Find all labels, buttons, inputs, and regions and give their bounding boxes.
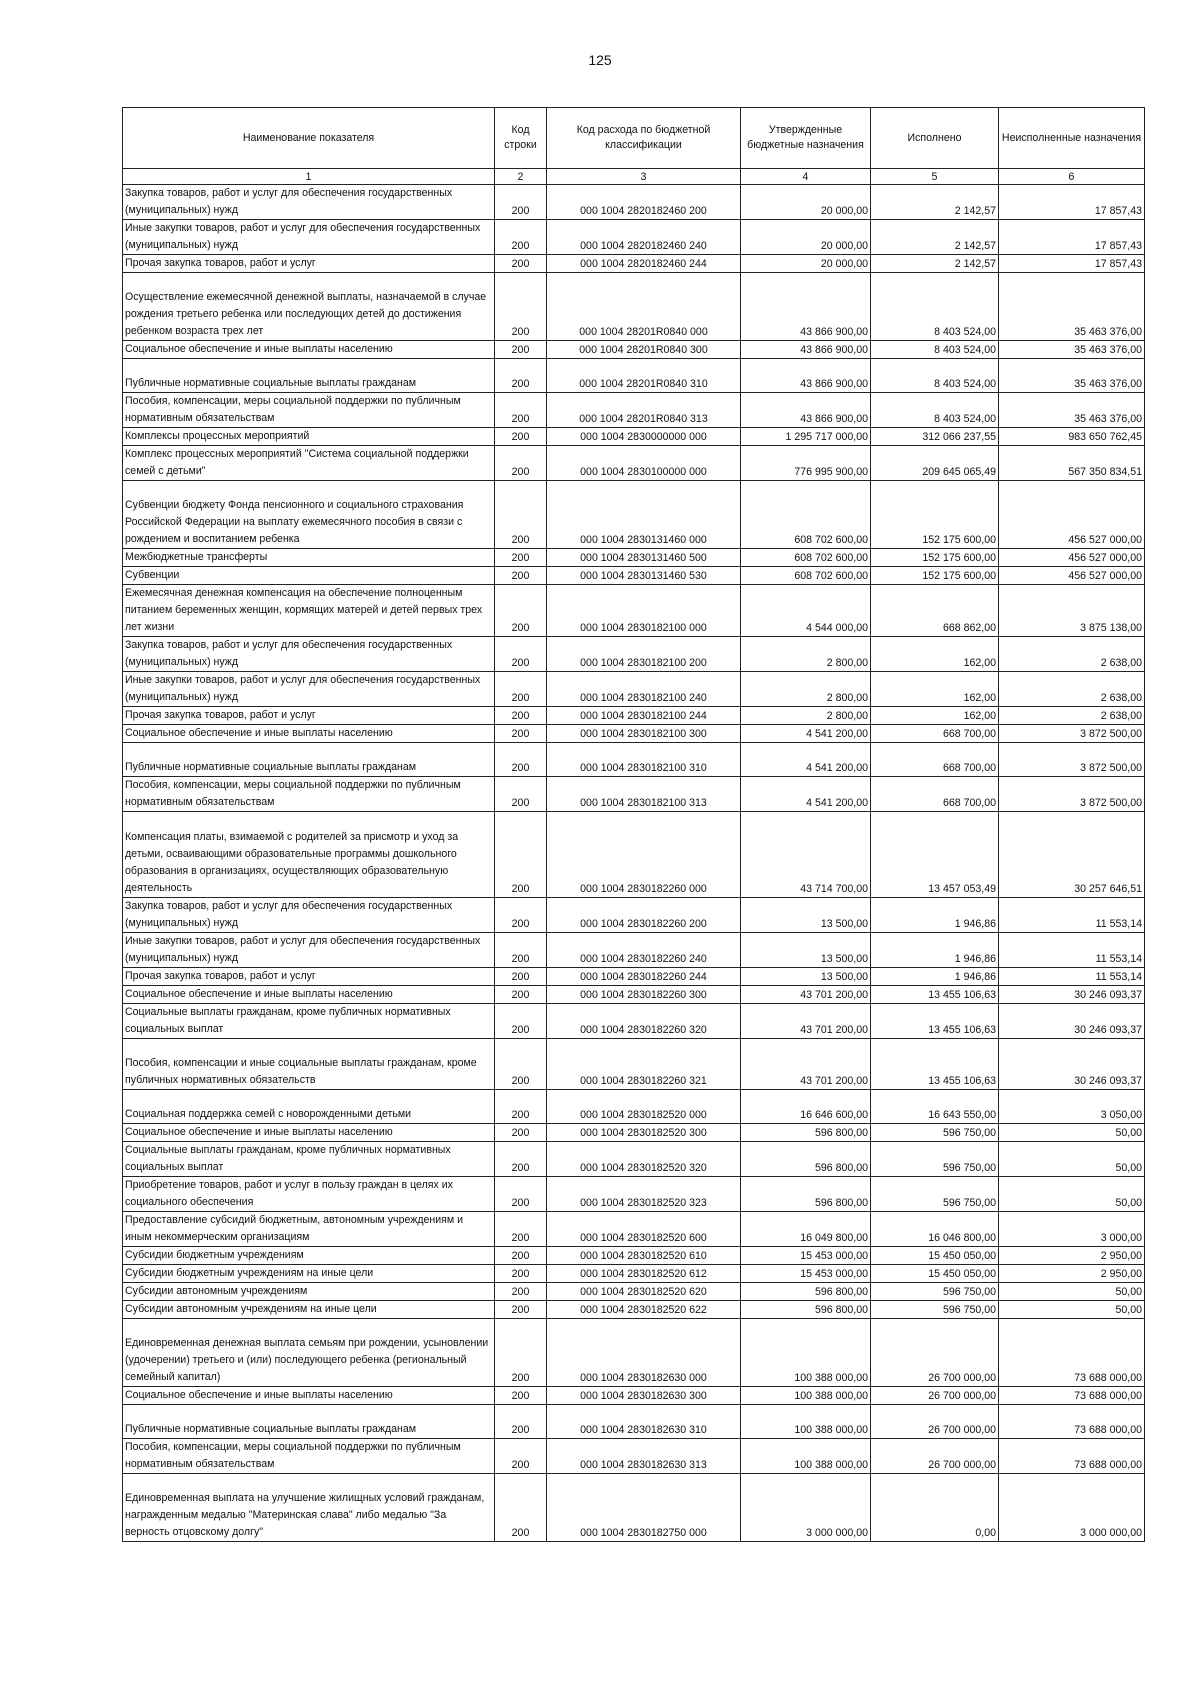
cell-approved: 2 800,00 [741, 707, 871, 725]
cell-line-code: 200 [495, 549, 547, 567]
cell-line-code: 200 [495, 1247, 547, 1265]
cell-approved: 596 800,00 [741, 1301, 871, 1319]
cell-executed: 13 457 053,49 [871, 812, 999, 898]
cell-budget-classification: 000 1004 2830182100 200 [547, 637, 741, 672]
cell-line-code: 200 [495, 933, 547, 968]
cell-line-code: 200 [495, 1039, 547, 1090]
cell-line-code: 200 [495, 1301, 547, 1319]
table-row [123, 1439, 1145, 1474]
table-row [123, 1142, 1145, 1177]
cell-approved: 3 000 000,00 [741, 1474, 871, 1542]
cell-budget-classification: 000 1004 2820182460 200 [547, 185, 741, 220]
table-row [123, 1387, 1145, 1405]
cell-unexecuted: 3 000,00 [999, 1212, 1145, 1247]
cell-budget-classification: 000 1004 2830182520 000 [547, 1090, 741, 1124]
cell-indicator-name: Социальное обеспечение и иные выплаты населению [123, 1387, 495, 1405]
table-row [123, 446, 1145, 481]
cell-executed: 668 700,00 [871, 725, 999, 743]
cell-budget-classification: 000 1004 2830182100 000 [547, 585, 741, 637]
header-budget-classification: Код расхода по бюджетной классификации [547, 108, 741, 169]
cell-indicator-name: Ежемесячная денежная компенсация на обеспечение полноценным питанием беременных женщин, кормящих матерей и детей первых трех лет жизни [123, 585, 495, 637]
cell-unexecuted: 35 463 376,00 [999, 341, 1145, 359]
cell-budget-classification: 000 1004 2830182520 300 [547, 1124, 741, 1142]
cell-executed: 1 946,86 [871, 933, 999, 968]
cell-indicator-name: Иные закупки товаров, работ и услуг для обеспечения государственных (муниципальных) нужд [123, 672, 495, 707]
table-row [123, 637, 1145, 672]
cell-indicator-name: Субсидии автономным учреждениям [123, 1283, 495, 1301]
table-row [123, 743, 1145, 777]
table-row [123, 220, 1145, 255]
table-row [123, 1319, 1145, 1387]
cell-line-code: 200 [495, 341, 547, 359]
cell-unexecuted: 50,00 [999, 1124, 1145, 1142]
cell-executed: 162,00 [871, 672, 999, 707]
cell-indicator-name: Прочая закупка товаров, работ и услуг [123, 968, 495, 986]
cell-executed: 8 403 524,00 [871, 273, 999, 341]
cell-approved: 100 388 000,00 [741, 1319, 871, 1387]
cell-budget-classification: 000 1004 28201R0840 000 [547, 273, 741, 341]
cell-line-code: 200 [495, 707, 547, 725]
table-row [123, 968, 1145, 986]
cell-approved: 4 541 200,00 [741, 743, 871, 777]
table-row [123, 1247, 1145, 1265]
cell-approved: 43 866 900,00 [741, 393, 871, 428]
cell-executed: 26 700 000,00 [871, 1405, 999, 1439]
cell-line-code: 200 [495, 1142, 547, 1177]
cell-budget-classification: 000 1004 2830131460 000 [547, 481, 741, 549]
cell-line-code: 200 [495, 428, 547, 446]
cell-indicator-name: Субсидии бюджетным учреждениям на иные цели [123, 1265, 495, 1283]
cell-line-code: 200 [495, 986, 547, 1004]
cell-budget-classification: 000 1004 2830182520 620 [547, 1283, 741, 1301]
cell-executed: 13 455 106,63 [871, 1039, 999, 1090]
table-row [123, 1004, 1145, 1039]
cell-approved: 608 702 600,00 [741, 567, 871, 585]
table-header-row [123, 108, 1145, 169]
cell-budget-classification: 000 1004 2830182260 300 [547, 986, 741, 1004]
cell-line-code: 200 [495, 1439, 547, 1474]
cell-indicator-name: Социальное обеспечение и иные выплаты населению [123, 341, 495, 359]
cell-budget-classification: 000 1004 2830131460 500 [547, 549, 741, 567]
cell-unexecuted: 50,00 [999, 1283, 1145, 1301]
cell-executed: 8 403 524,00 [871, 359, 999, 393]
cell-executed: 8 403 524,00 [871, 393, 999, 428]
cell-indicator-name: Субсидии автономным учреждениям на иные цели [123, 1301, 495, 1319]
cell-unexecuted: 2 950,00 [999, 1247, 1145, 1265]
cell-budget-classification: 000 1004 2830182260 200 [547, 898, 741, 933]
cell-executed: 26 700 000,00 [871, 1387, 999, 1405]
cell-budget-classification: 000 1004 2830182630 000 [547, 1319, 741, 1387]
cell-budget-classification: 000 1004 2830182630 310 [547, 1405, 741, 1439]
cell-executed: 596 750,00 [871, 1177, 999, 1212]
cell-unexecuted: 17 857,43 [999, 255, 1145, 273]
cell-executed: 1 946,86 [871, 968, 999, 986]
cell-indicator-name: Закупка товаров, работ и услуг для обеспечения государственных (муниципальных) нужд [123, 637, 495, 672]
cell-line-code: 200 [495, 898, 547, 933]
cell-executed: 16 643 550,00 [871, 1090, 999, 1124]
cell-unexecuted: 35 463 376,00 [999, 359, 1145, 393]
cell-approved: 43 866 900,00 [741, 359, 871, 393]
cell-executed: 668 700,00 [871, 777, 999, 812]
table-row [123, 185, 1145, 220]
cell-unexecuted: 30 246 093,37 [999, 986, 1145, 1004]
cell-approved: 4 544 000,00 [741, 585, 871, 637]
cell-approved: 43 714 700,00 [741, 812, 871, 898]
cell-line-code: 200 [495, 446, 547, 481]
cell-executed: 596 750,00 [871, 1142, 999, 1177]
cell-executed: 0,00 [871, 1474, 999, 1542]
column-number: 2 [495, 169, 547, 185]
cell-unexecuted: 73 688 000,00 [999, 1387, 1145, 1405]
column-number: 5 [871, 169, 999, 185]
cell-unexecuted: 2 950,00 [999, 1265, 1145, 1283]
cell-approved: 15 453 000,00 [741, 1265, 871, 1283]
cell-unexecuted: 11 553,14 [999, 968, 1145, 986]
cell-indicator-name: Социальная поддержка семей с новорожденными детьми [123, 1090, 495, 1124]
table-row [123, 273, 1145, 341]
cell-unexecuted: 3 050,00 [999, 1090, 1145, 1124]
cell-executed: 596 750,00 [871, 1283, 999, 1301]
cell-indicator-name: Компенсация платы, взимаемой с родителей за присмотр и уход за детьми, осваивающими образовательные программы дошкольного образования в организациях, осуществляющих образовательную деятельность [123, 812, 495, 898]
cell-budget-classification: 000 1004 28201R0840 300 [547, 341, 741, 359]
cell-indicator-name: Субвенции [123, 567, 495, 585]
cell-unexecuted: 456 527 000,00 [999, 481, 1145, 549]
cell-indicator-name: Публичные нормативные социальные выплаты гражданам [123, 1405, 495, 1439]
cell-indicator-name: Социальное обеспечение и иные выплаты населению [123, 1124, 495, 1142]
cell-indicator-name: Социальное обеспечение и иные выплаты населению [123, 986, 495, 1004]
cell-unexecuted: 3 875 138,00 [999, 585, 1145, 637]
cell-unexecuted: 30 246 093,37 [999, 1039, 1145, 1090]
cell-line-code: 200 [495, 672, 547, 707]
cell-approved: 43 866 900,00 [741, 273, 871, 341]
cell-approved: 13 500,00 [741, 933, 871, 968]
cell-line-code: 200 [495, 1387, 547, 1405]
cell-approved: 596 800,00 [741, 1124, 871, 1142]
cell-indicator-name: Публичные нормативные социальные выплаты гражданам [123, 743, 495, 777]
cell-budget-classification: 000 1004 2830182520 612 [547, 1265, 741, 1283]
table-row [123, 585, 1145, 637]
cell-executed: 162,00 [871, 707, 999, 725]
table-row [123, 393, 1145, 428]
table-row [123, 707, 1145, 725]
cell-approved: 2 800,00 [741, 672, 871, 707]
table-row [123, 933, 1145, 968]
cell-executed: 1 946,86 [871, 898, 999, 933]
cell-line-code: 200 [495, 1004, 547, 1039]
cell-executed: 15 450 050,00 [871, 1265, 999, 1283]
cell-unexecuted: 35 463 376,00 [999, 393, 1145, 428]
cell-indicator-name: Закупка товаров, работ и услуг для обеспечения государственных (муниципальных) нужд [123, 185, 495, 220]
cell-line-code: 200 [495, 1124, 547, 1142]
cell-unexecuted: 2 638,00 [999, 672, 1145, 707]
cell-unexecuted: 30 246 093,37 [999, 1004, 1145, 1039]
cell-indicator-name: Иные закупки товаров, работ и услуг для обеспечения государственных (муниципальных) нужд [123, 933, 495, 968]
cell-executed: 26 700 000,00 [871, 1319, 999, 1387]
cell-budget-classification: 000 1004 2830182520 622 [547, 1301, 741, 1319]
cell-unexecuted: 567 350 834,51 [999, 446, 1145, 481]
cell-executed: 152 175 600,00 [871, 549, 999, 567]
cell-budget-classification: 000 1004 2830000000 000 [547, 428, 741, 446]
cell-approved: 100 388 000,00 [741, 1405, 871, 1439]
cell-indicator-name: Осуществление ежемесячной денежной выплаты, назначаемой в случае рождения третьего ребенка или последующих детей до достижения ребенком возраста трех лет [123, 273, 495, 341]
table-row [123, 725, 1145, 743]
cell-executed: 209 645 065,49 [871, 446, 999, 481]
cell-budget-classification: 000 1004 2830182750 000 [547, 1474, 741, 1542]
cell-indicator-name: Закупка товаров, работ и услуг для обеспечения государственных (муниципальных) нужд [123, 898, 495, 933]
cell-unexecuted: 11 553,14 [999, 933, 1145, 968]
cell-indicator-name: Пособия, компенсации и иные социальные выплаты гражданам, кроме публичных нормативных обязательств [123, 1039, 495, 1090]
table-row [123, 1283, 1145, 1301]
cell-approved: 608 702 600,00 [741, 549, 871, 567]
page-number: 125 [588, 52, 612, 68]
cell-unexecuted: 17 857,43 [999, 220, 1145, 255]
table-row [123, 1265, 1145, 1283]
cell-unexecuted: 35 463 376,00 [999, 273, 1145, 341]
table-row [123, 341, 1145, 359]
budget-execution-table [122, 107, 1145, 1542]
cell-unexecuted: 2 638,00 [999, 707, 1145, 725]
cell-budget-classification: 000 1004 28201R0840 310 [547, 359, 741, 393]
cell-line-code: 200 [495, 220, 547, 255]
table-row [123, 481, 1145, 549]
cell-line-code: 200 [495, 1090, 547, 1124]
cell-indicator-name: Приобретение товаров, работ и услуг в пользу граждан в целях их социального обеспечения [123, 1177, 495, 1212]
cell-approved: 16 646 600,00 [741, 1090, 871, 1124]
cell-budget-classification: 000 1004 2830182100 244 [547, 707, 741, 725]
cell-executed: 668 862,00 [871, 585, 999, 637]
table-row [123, 359, 1145, 393]
table-body [123, 185, 1145, 1542]
cell-indicator-name: Единовременная выплата на улучшение жилищных условий гражданам, награжденным медалью "Материнская слава" либо медалью "За верность отцовскому долгу" [123, 1474, 495, 1542]
cell-indicator-name: Межбюджетные трансферты [123, 549, 495, 567]
header-executed: Исполнено [871, 108, 999, 169]
header-indicator-name: Наименование показателя [123, 108, 495, 169]
cell-line-code: 200 [495, 743, 547, 777]
cell-executed: 2 142,57 [871, 185, 999, 220]
cell-indicator-name: Социальные выплаты гражданам, кроме публичных нормативных социальных выплат [123, 1142, 495, 1177]
cell-unexecuted: 73 688 000,00 [999, 1405, 1145, 1439]
table-row [123, 1301, 1145, 1319]
column-number: 1 [123, 169, 495, 185]
cell-budget-classification: 000 1004 2820182460 240 [547, 220, 741, 255]
cell-budget-classification: 000 1004 2830182520 610 [547, 1247, 741, 1265]
cell-unexecuted: 3 872 500,00 [999, 725, 1145, 743]
cell-unexecuted: 3 872 500,00 [999, 777, 1145, 812]
cell-indicator-name: Пособия, компенсации, меры социальной поддержки по публичным нормативным обязательствам [123, 393, 495, 428]
cell-budget-classification: 000 1004 2830100000 000 [547, 446, 741, 481]
cell-executed: 668 700,00 [871, 743, 999, 777]
cell-approved: 596 800,00 [741, 1142, 871, 1177]
cell-approved: 2 800,00 [741, 637, 871, 672]
cell-executed: 596 750,00 [871, 1124, 999, 1142]
cell-indicator-name: Социальное обеспечение и иные выплаты населению [123, 725, 495, 743]
cell-budget-classification: 000 1004 2830182100 300 [547, 725, 741, 743]
cell-indicator-name: Иные закупки товаров, работ и услуг для обеспечения государственных (муниципальных) нужд [123, 220, 495, 255]
table-row [123, 898, 1145, 933]
table-row [123, 567, 1145, 585]
table-row [123, 1090, 1145, 1124]
cell-budget-classification: 000 1004 28201R0840 313 [547, 393, 741, 428]
cell-unexecuted: 456 527 000,00 [999, 549, 1145, 567]
cell-line-code: 200 [495, 273, 547, 341]
cell-executed: 2 142,57 [871, 255, 999, 273]
cell-unexecuted: 50,00 [999, 1142, 1145, 1177]
cell-indicator-name: Пособия, компенсации, меры социальной поддержки по публичным нормативным обязательствам [123, 1439, 495, 1474]
cell-unexecuted: 3 872 500,00 [999, 743, 1145, 777]
cell-line-code: 200 [495, 481, 547, 549]
table-row [123, 672, 1145, 707]
cell-unexecuted: 983 650 762,45 [999, 428, 1145, 446]
cell-executed: 15 450 050,00 [871, 1247, 999, 1265]
cell-budget-classification: 000 1004 2830182520 323 [547, 1177, 741, 1212]
cell-line-code: 200 [495, 585, 547, 637]
cell-approved: 20 000,00 [741, 185, 871, 220]
table-row [123, 428, 1145, 446]
cell-approved: 596 800,00 [741, 1177, 871, 1212]
cell-budget-classification: 000 1004 2830182520 320 [547, 1142, 741, 1177]
cell-approved: 608 702 600,00 [741, 481, 871, 549]
cell-line-code: 200 [495, 1319, 547, 1387]
table-row [123, 777, 1145, 812]
cell-line-code: 200 [495, 1265, 547, 1283]
cell-approved: 43 701 200,00 [741, 1039, 871, 1090]
cell-approved: 43 866 900,00 [741, 341, 871, 359]
cell-approved: 13 500,00 [741, 968, 871, 986]
cell-executed: 312 066 237,55 [871, 428, 999, 446]
header-approved: Утвержденные бюджетные назначения [741, 108, 871, 169]
cell-budget-classification: 000 1004 2830182520 600 [547, 1212, 741, 1247]
cell-indicator-name: Субсидии бюджетным учреждениям [123, 1247, 495, 1265]
cell-budget-classification: 000 1004 2830182100 240 [547, 672, 741, 707]
cell-approved: 20 000,00 [741, 220, 871, 255]
cell-budget-classification: 000 1004 2830182260 240 [547, 933, 741, 968]
cell-line-code: 200 [495, 725, 547, 743]
cell-unexecuted: 2 638,00 [999, 637, 1145, 672]
cell-executed: 13 455 106,63 [871, 1004, 999, 1039]
cell-indicator-name: Публичные нормативные социальные выплаты гражданам [123, 359, 495, 393]
cell-line-code: 200 [495, 968, 547, 986]
cell-line-code: 200 [495, 393, 547, 428]
cell-unexecuted: 11 553,14 [999, 898, 1145, 933]
cell-budget-classification: 000 1004 2830182260 321 [547, 1039, 741, 1090]
table-row [123, 549, 1145, 567]
cell-budget-classification: 000 1004 2820182460 244 [547, 255, 741, 273]
cell-approved: 13 500,00 [741, 898, 871, 933]
cell-executed: 26 700 000,00 [871, 1439, 999, 1474]
cell-approved: 776 995 900,00 [741, 446, 871, 481]
cell-line-code: 200 [495, 1405, 547, 1439]
table-row [123, 986, 1145, 1004]
cell-line-code: 200 [495, 1177, 547, 1212]
cell-approved: 15 453 000,00 [741, 1247, 871, 1265]
cell-executed: 2 142,57 [871, 220, 999, 255]
cell-approved: 43 701 200,00 [741, 1004, 871, 1039]
cell-indicator-name: Единовременная денежная выплата семьям при рождении, усыновлении (удочерении) третьего и (или) последующего ребенка (региональный семейный капитал) [123, 1319, 495, 1387]
cell-approved: 596 800,00 [741, 1283, 871, 1301]
cell-indicator-name: Комплекс процессных мероприятий "Система социальной поддержки семей с детьми" [123, 446, 495, 481]
table-row [123, 1474, 1145, 1542]
table-row [123, 1405, 1145, 1439]
cell-line-code: 200 [495, 567, 547, 585]
cell-line-code: 200 [495, 255, 547, 273]
cell-indicator-name: Предоставление субсидий бюджетным, автономным учреждениям и иным некоммерческим организациям [123, 1212, 495, 1247]
cell-budget-classification: 000 1004 2830182630 313 [547, 1439, 741, 1474]
cell-executed: 152 175 600,00 [871, 481, 999, 549]
cell-line-code: 200 [495, 812, 547, 898]
cell-indicator-name: Прочая закупка товаров, работ и услуг [123, 255, 495, 273]
cell-executed: 152 175 600,00 [871, 567, 999, 585]
cell-unexecuted: 3 000 000,00 [999, 1474, 1145, 1542]
cell-unexecuted: 50,00 [999, 1177, 1145, 1212]
cell-line-code: 200 [495, 1212, 547, 1247]
header-line-code: Код строки [495, 108, 547, 169]
cell-approved: 4 541 200,00 [741, 725, 871, 743]
table-row [123, 1212, 1145, 1247]
cell-unexecuted: 17 857,43 [999, 185, 1145, 220]
cell-unexecuted: 30 257 646,51 [999, 812, 1145, 898]
cell-budget-classification: 000 1004 2830182260 320 [547, 1004, 741, 1039]
cell-budget-classification: 000 1004 2830182260 244 [547, 968, 741, 986]
cell-executed: 13 455 106,63 [871, 986, 999, 1004]
cell-approved: 100 388 000,00 [741, 1439, 871, 1474]
cell-indicator-name: Комплексы процессных мероприятий [123, 428, 495, 446]
cell-line-code: 200 [495, 777, 547, 812]
cell-line-code: 200 [495, 185, 547, 220]
table-row [123, 1124, 1145, 1142]
cell-unexecuted: 456 527 000,00 [999, 567, 1145, 585]
cell-approved: 43 701 200,00 [741, 986, 871, 1004]
cell-executed: 8 403 524,00 [871, 341, 999, 359]
cell-line-code: 200 [495, 1283, 547, 1301]
cell-approved: 20 000,00 [741, 255, 871, 273]
cell-budget-classification: 000 1004 2830182100 313 [547, 777, 741, 812]
cell-budget-classification: 000 1004 2830182100 310 [547, 743, 741, 777]
header-unexecuted: Неисполненные назначения [999, 108, 1145, 169]
column-number: 4 [741, 169, 871, 185]
cell-line-code: 200 [495, 637, 547, 672]
cell-line-code: 200 [495, 1474, 547, 1542]
cell-unexecuted: 50,00 [999, 1301, 1145, 1319]
cell-budget-classification: 000 1004 2830182630 300 [547, 1387, 741, 1405]
column-number: 3 [547, 169, 741, 185]
column-number: 6 [999, 169, 1145, 185]
table-row [123, 1039, 1145, 1090]
cell-indicator-name: Пособия, компенсации, меры социальной поддержки по публичным нормативным обязательствам [123, 777, 495, 812]
table-row [123, 255, 1145, 273]
cell-unexecuted: 73 688 000,00 [999, 1439, 1145, 1474]
cell-indicator-name: Субвенции бюджету Фонда пенсионного и социального страхования Российской Федерации на выплату ежемесячного пособия в связи с рождением и воспитанием ребенка [123, 481, 495, 549]
cell-line-code: 200 [495, 359, 547, 393]
cell-approved: 16 049 800,00 [741, 1212, 871, 1247]
cell-indicator-name: Социальные выплаты гражданам, кроме публичных нормативных социальных выплат [123, 1004, 495, 1039]
cell-budget-classification: 000 1004 2830182260 000 [547, 812, 741, 898]
cell-executed: 16 046 800,00 [871, 1212, 999, 1247]
table-row [123, 1177, 1145, 1212]
cell-approved: 100 388 000,00 [741, 1387, 871, 1405]
cell-unexecuted: 73 688 000,00 [999, 1319, 1145, 1387]
cell-budget-classification: 000 1004 2830131460 530 [547, 567, 741, 585]
table-row [123, 812, 1145, 898]
cell-approved: 1 295 717 000,00 [741, 428, 871, 446]
cell-executed: 162,00 [871, 637, 999, 672]
cell-approved: 4 541 200,00 [741, 777, 871, 812]
column-numbers-row [123, 169, 1145, 185]
cell-executed: 596 750,00 [871, 1301, 999, 1319]
cell-indicator-name: Прочая закупка товаров, работ и услуг [123, 707, 495, 725]
